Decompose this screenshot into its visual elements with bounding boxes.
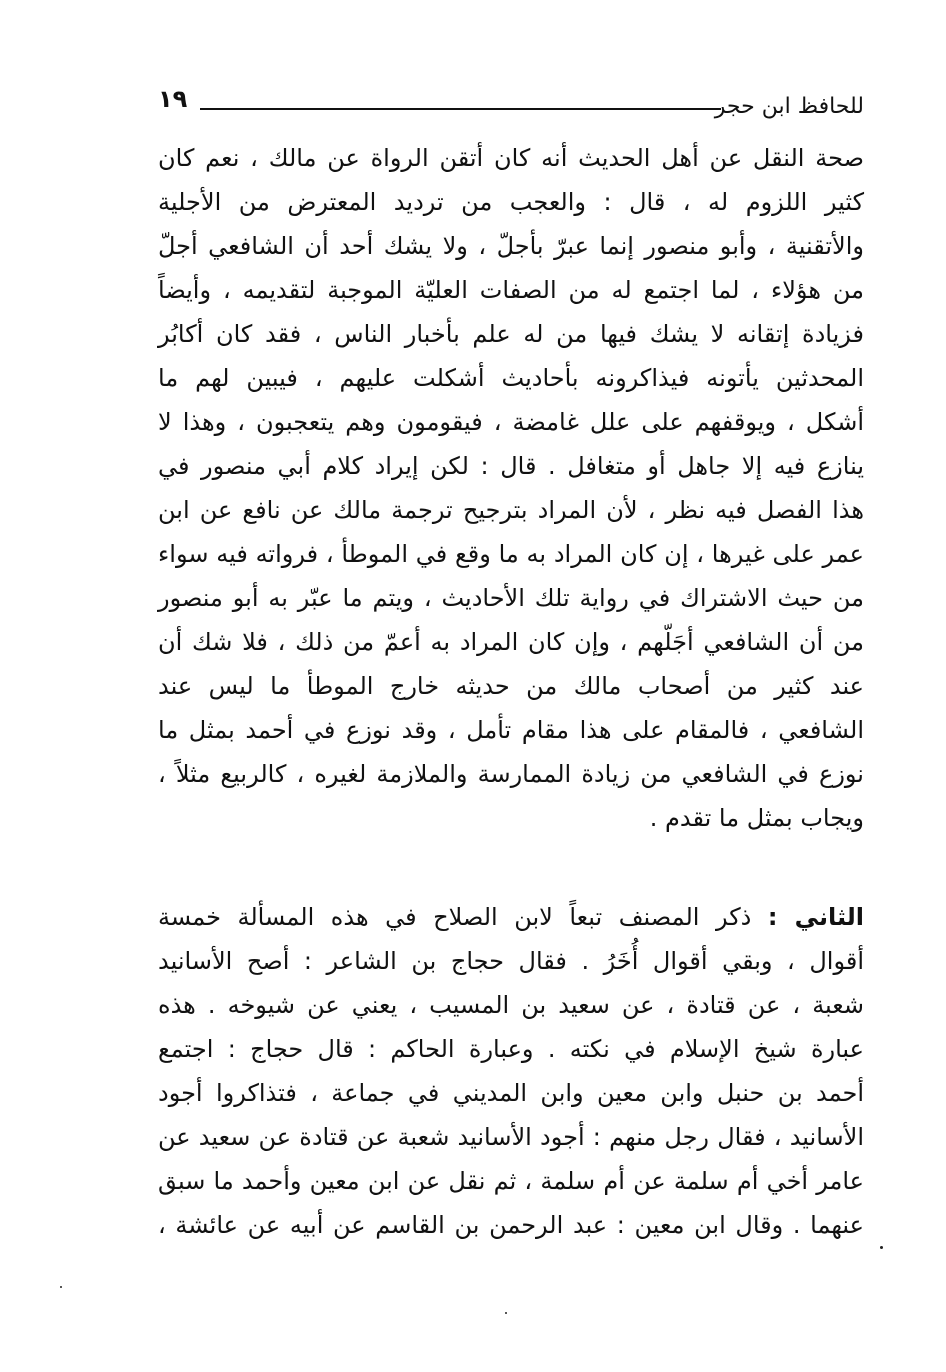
header-rule: [200, 108, 721, 110]
text-line: الشافعي ، فالمقام على هذا مقام تأمل ، وقد نوزع في أحمد بمثل ما: [158, 716, 864, 744]
text-line: والأتقنية ، وأبو منصور إنما عبرّ بأجلّ ، ولا يشك أحد أن الشافعي أجلّ: [158, 232, 864, 260]
text-line: من حيث الاشتراك في رواية تلك الأحاديث ، ويتم ما عبّر به أبو منصور: [158, 584, 864, 612]
text-line: شعبة ، عن قتادة ، عن سعيد بن المسيب ، يعني عن شيوخه . هذه: [158, 991, 864, 1019]
text-line: كثير اللزوم له ، قال : والعجب من ترديد المعترض من الأجلية: [158, 188, 864, 216]
text-line: فزيادة إتقانه لا يشك فيها من له علم بأخبار الناس ، فقد كان أكابُر: [158, 320, 864, 348]
text-line: الأسانيد ، فقال رجل منهم : أجود الأسانيد شعبة عن قتادة عن سعيد عن: [158, 1123, 864, 1151]
text-line: أشكل ، ويوقفهم على علل غامضة ، فيقومون وهم يتعجبون ، وهذا لا: [158, 408, 864, 436]
text-line: عامر أخي أم سلمة عن أم سلمة ، ثم نقل عن ابن معين وأحمد ما سبق: [158, 1167, 864, 1195]
scan-speck: [60, 1286, 62, 1288]
text-line: نوزع في الشافعي من زيادة الممارسة والملازمة لغيره ، كالربيع مثلاً ،: [158, 760, 864, 788]
text-line: المحدثين يأتونه فيذاكرونه بأحاديث أشكلت عليهم ، فيبين لهم ما: [158, 364, 864, 392]
text-line: ويجاب بمثل ما تقدم .: [649, 804, 864, 832]
paragraph-1: [158, 136, 864, 840]
text-line: عند كثير من أصحاب مالك من حديثه خارج الموطأ ما ليس عند: [158, 672, 864, 700]
text-line: أقوال ، وبقي أقوال أُخَرُ . فقال حجاج بن الشاعر : أصح الأسانيد: [158, 947, 864, 975]
text-line: هذا الفصل فيه نظر ، لأن المراد بترجيح ترجمة مالك عن نافع عن ابن: [158, 496, 864, 524]
page-header: [158, 84, 864, 124]
scan-speck: [505, 1312, 507, 1314]
section-lead: الثاني :: [767, 903, 865, 931]
running-title: للحافظ ابن حجر: [714, 94, 864, 119]
text-line: عبارة شيخ الإسلام في نكته . وعبارة الحاكم : قال حجاج : اجتمع: [158, 1035, 864, 1063]
text-line-rest: ذكر المصنف تبعاً لابن الصلاح في هذه المسألة خمسة: [158, 903, 768, 931]
text-line: ينازع فيه إلا جاهل أو متغافل . قال : لكن إيراد كلام أبي منصور في: [158, 452, 864, 480]
text-line: من أن الشافعي أجَلّهم ، وإن كان المراد به أعمّ من ذلك ، فلا شك أن: [158, 628, 864, 656]
text-line: صحة النقل عن أهل الحديث أنه كان أتقن الرواة عن مالك ، نعم كان: [158, 144, 864, 172]
text-line: [158, 895, 864, 939]
text-line: من هؤلاء ، لما اجتمع له من الصفات العليّة الموجبة لتقديمه ، وأيضاً: [158, 276, 864, 304]
scan-speck: [880, 1246, 883, 1249]
text-line: عنهما . وقال ابن معين : عبد الرحمن بن القاسم عن أبيه عن عائشة ،: [158, 1211, 864, 1239]
text-line: أحمد بن حنبل وابن معين وابن المديني في جماعة ، فتذاكروا أجود: [158, 1079, 864, 1107]
page-number: ١٩: [158, 85, 188, 113]
text-line: عمر على غيرها ، إن كان المراد به ما وقع في الموطأ ، فرواته فيه سواء: [158, 540, 864, 568]
paragraph-2: [158, 895, 864, 1247]
